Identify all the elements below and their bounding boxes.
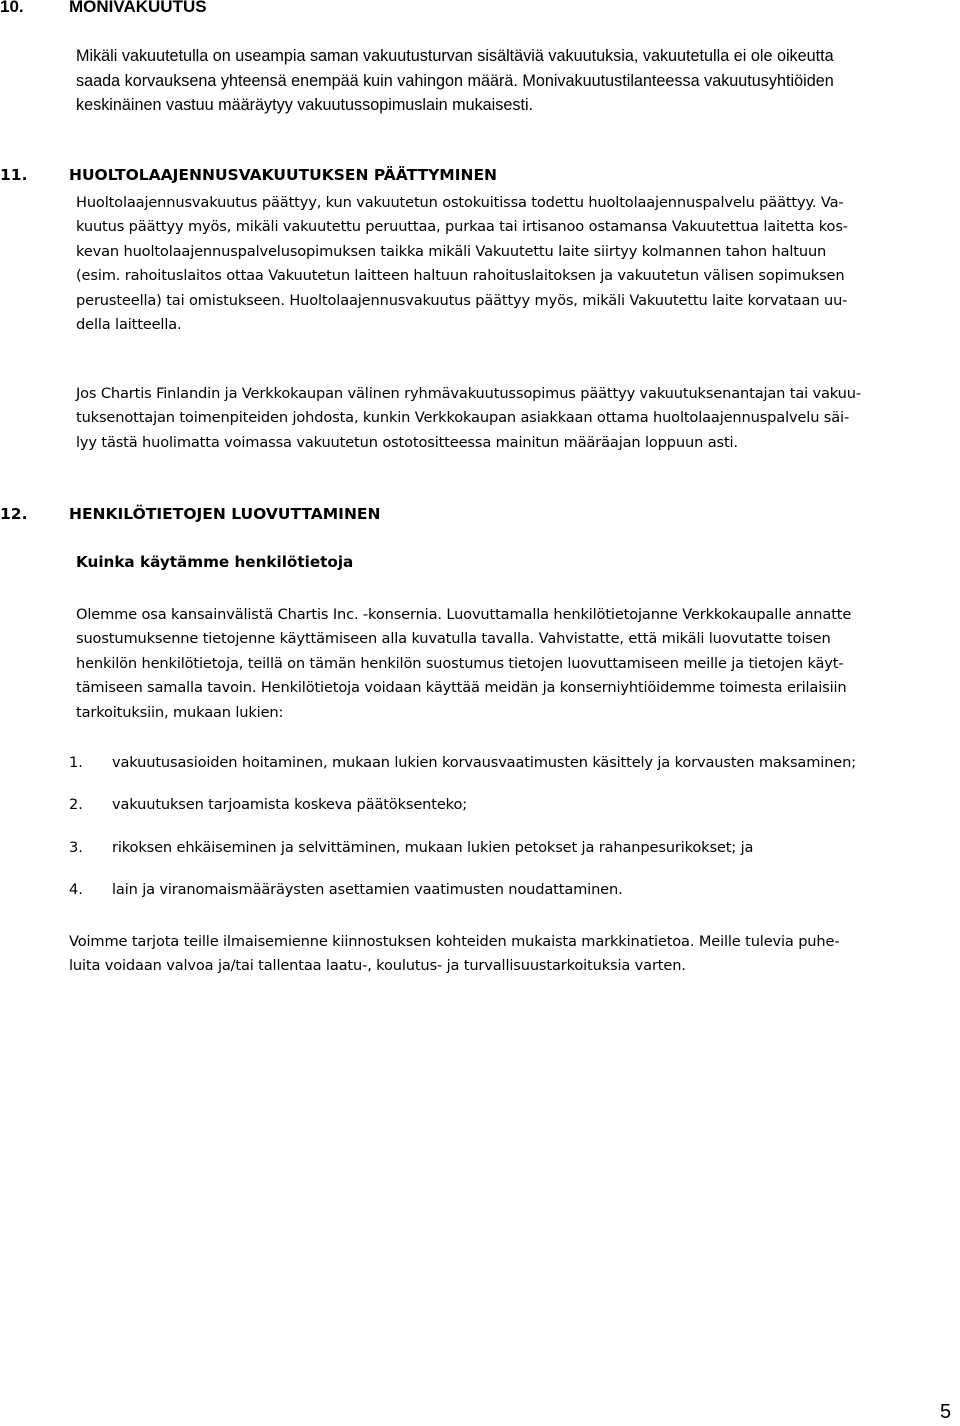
section-12-title: HENKILÖTIETOJEN LUOVUTTAMINEN xyxy=(69,505,381,523)
section-12-paragraph-1 xyxy=(76,603,944,725)
list-item-number: 4. xyxy=(69,881,83,898)
section-11-number: 11. xyxy=(0,166,28,184)
paragraph-line: Voimme tarjota teille ilmaisemienne kiinnostuksen kohteiden mukaista markkinatietoa. Meille tulevia puhe- xyxy=(69,933,840,950)
paragraph-line: (esim. rahoituslaitos ottaa Vakuutetun laitteen haltuun rahoituslaitoksen ja vakuutetun välisen sopimuksen xyxy=(76,267,845,285)
section-11-paragraph-2 xyxy=(76,382,946,455)
paragraph-line: tämiseen samalla tavoin. Henkilötietoja voidaan käyttää meidän ja konserniyhtiöidemme toimesta erilaisiin xyxy=(76,679,847,697)
section-12-paragraph-2 xyxy=(69,930,943,979)
paragraph-line: Jos Chartis Finlandin ja Verkkokaupan välinen ryhmävakuutussopimus päättyy vakuutuksenantajan tai vakuu- xyxy=(76,385,861,402)
paragraph-line: kuutus päättyy myös, mikäli vakuutettu peruuttaa, purkaa tai irtisanoo ostamansa Vakuutettua laitetta kos- xyxy=(76,218,848,236)
paragraph-line: Mikäli vakuutetulla on useampia saman vakuutusturvan sisältäviä vakuutuksia, vakuutetulla ei ole oikeutta xyxy=(76,47,834,65)
list-item-text: lain ja viranomaismääräysten asettamien vaatimusten noudattaminen. xyxy=(112,881,623,898)
paragraph-line: lyy tästä huolimatta voimassa vakuutetun ostotositteessa mainitun määräajan loppuun asti. xyxy=(76,433,738,451)
list-item-number: 3. xyxy=(69,839,83,856)
list-item-number: 1. xyxy=(69,754,83,771)
paragraph-line: perusteella) tai omistukseen. Huoltolaajennusvakuutus päättyy myös, mikäli Vakuutettu laite korvataan uu- xyxy=(76,291,848,309)
list-item-number: 2. xyxy=(69,796,83,813)
paragraph-line: keskinäinen vastuu määräytyy vakuutussopimuslain mukaisesti. xyxy=(76,96,534,114)
section-10-title: MONIVAKUUTUS xyxy=(69,0,207,16)
list-item-text: vakuutuksen tarjoamista koskeva päätöksenteko; xyxy=(112,796,467,813)
paragraph-line: luita voidaan valvoa ja/tai tallentaa laatu-, koulutus- ja turvallisuustarkoituksia varten. xyxy=(69,957,686,975)
paragraph-line: Huoltolaajennusvakuutus päättyy, kun vakuutetun ostokuitissa todettu huoltolaajennuspalvelu päättyy. Va- xyxy=(76,194,844,211)
paragraph-line: henkilön henkilötietoja, teillä on tämän henkilön suostumus tietojen luovuttamiseen meille ja tietojen käyt- xyxy=(76,654,844,672)
paragraph-line: Olemme osa kansainvälistä Chartis Inc. -konsernia. Luovuttamalla henkilötietojanne Verkkokaupalle annatte xyxy=(76,606,852,623)
paragraph-line: kevan huoltolaajennuspalvelusopimuksen taikka mikäli Vakuutettu laite siirtyy kolmannen tahon haltuun xyxy=(76,242,827,260)
paragraph-line: saada korvauksena yhteensä enempää kuin vahingon määrä. Monivakuutustilanteessa vakuutusyhtiöiden xyxy=(76,71,834,90)
page-number: 5 xyxy=(940,1401,952,1423)
section-10-paragraph xyxy=(76,44,942,118)
list-item-text: rikoksen ehkäiseminen ja selvittäminen, mukaan lukien petokset ja rahanpesurikokset; ja xyxy=(112,839,754,856)
section-12-subheading: Kuinka käytämme henkilötietoja xyxy=(76,553,354,571)
section-10-number: 10. xyxy=(0,0,24,16)
paragraph-line: tuksenottajan toimenpiteiden johdosta, kunkin Verkkokaupan asiakkaan ottama huoltolaajennuspalvelu säi- xyxy=(76,409,850,427)
section-11-title: HUOLTOLAAJENNUSVAKUUTUKSEN PÄÄTTYMINEN xyxy=(69,166,498,184)
section-11-paragraph-1 xyxy=(76,191,944,337)
paragraph-line: suostumuksenne tietojenne käyttämiseen alla kuvatulla tavalla. Vahvistatte, että mikäli luovutatte toisen xyxy=(76,630,831,648)
list-item-text: vakuutusasioiden hoitaminen, mukaan lukien korvausvaatimusten käsittely ja korvausten maksaminen; xyxy=(112,754,856,771)
paragraph-line: della laitteella. xyxy=(76,316,182,334)
section-12-number: 12. xyxy=(0,505,28,523)
paragraph-line: tarkoituksiin, mukaan lukien: xyxy=(76,703,284,721)
